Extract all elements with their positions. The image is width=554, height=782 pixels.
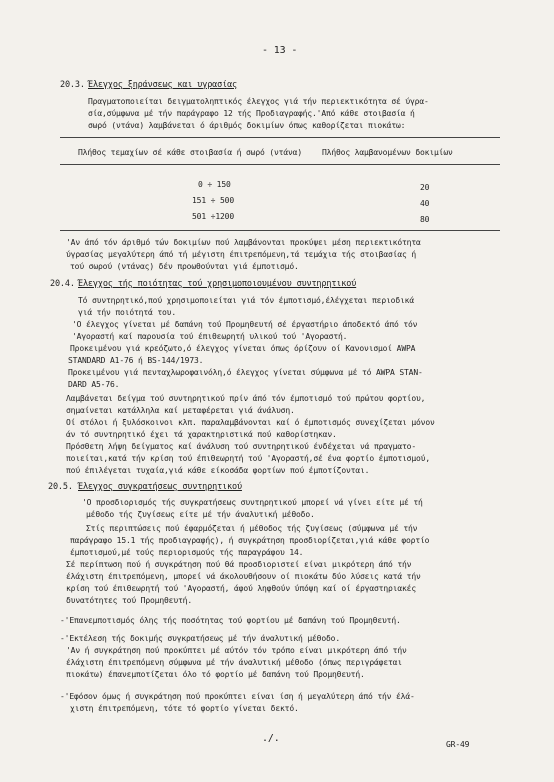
section-20-5-line: μέθοδο τής ζυγίσεως είτε μέ τήν άναλυτική μέθοδο.	[86, 510, 315, 519]
section-20-3-line: σία,σύμφωνα μέ τήν παράγραφο 12 τής Προδιαγραφής.'Από κάθε στοιβασία ή	[88, 109, 415, 118]
section-20-5-line: παράγραφο 15.1 τής προδιαγραφής), ή συγκράτηση προσδιορίζεται,γιά κάθε φορτίο	[70, 536, 430, 545]
section-20-4-line: πού έπιλέγεται τυχαία,γιά κάθε είκοσάδα φορτίων πού έμποτίζονται.	[66, 466, 370, 475]
section-20-4-line: Προκειμένου γιά πενταχλωροφαινόλη,ό έλεγχος γίνεται σύμφωνα μέ τό AWPA STAN-	[68, 368, 423, 377]
section-20-4-line: Οί στόλοι ή ξυλόσκοινοι κλπ. παραλαμβάνονται καί ό έμποτισμός συνεχίζεται μόνον	[66, 418, 435, 427]
section-20-4-line: σημαίνεται κατάλληλα καί μεταφέρεται γιά άνάλυση.	[66, 406, 295, 415]
section-20-4-line: Λαμβάνεται δείγμα τού συντηρητικού πρίν άπό τόν έμποτισμό τού πρώτου φορτίου,	[66, 394, 426, 403]
table-row-samples: 40	[420, 199, 430, 208]
table-header-col2: Πλήθος λαμβανομένων δοκιμίων	[322, 148, 453, 157]
section-20-5-line: Σέ περίπτωση πού ή συγκράτηση πού θά προσδιοριστεί είναι μικρότερη άπό τήν	[66, 560, 412, 569]
section-20-5-line: 'Αν ή συγκράτηση πού προκύπτει μέ αύτόν τόν τρόπο είναι μικρότερη άπό τήν	[66, 646, 407, 655]
section-20-3-number: 20.3.	[60, 80, 85, 90]
note-20-3-line: τού σωρού (ντάνας) δέν προωθούνται γιά έμποτισμό.	[70, 262, 299, 271]
section-20-5-line: Στίς περιπτώσεις πού έφαρμόζεται ή μέθοδος τής ζυγίσεως (σύμφωνα μέ τήν	[86, 524, 418, 533]
table-row-range: 501 ÷1200	[192, 212, 234, 221]
page-number: - 13 -	[262, 45, 298, 56]
section-20-5-line: δυνατότητες τού Προμηθευτή.	[66, 596, 192, 605]
section-20-4-line: ποιείται,κατά τήν κρίση τού έπιθεωρητή τού 'Αγοραστή,σέ ένα φορτίο έμποτισμού,	[66, 454, 430, 463]
section-20-4-line: 'Ο έλεγχος γίνεται μέ δαπάνη τού Προμηθευτή σέ έργαστήριο άποδεκτό άπό τόν	[72, 320, 418, 329]
section-20-4-line: γιά τήν ποιότητά του.	[78, 308, 176, 317]
section-20-5-final: -'Εφόσον όμως ή συγκράτηση πού προκύπτει είναι ίση ή μεγαλύτερη άπό τήν έλά-	[60, 692, 415, 701]
note-20-3-line: 'Αν άπό τόν άριθμό τών δοκιμίων πού λαμβάνονται προκύψει μέση περιεκτικότητα	[66, 238, 421, 247]
table-top-rule	[60, 137, 500, 138]
section-20-5-line: έλάχιστη έπιτρεπόμενη σύμφωνα μέ τήν άναλυτική μέθοδο (όπως περιγράφεται	[66, 658, 402, 667]
section-20-3-line: σωρό (ντάνα) λαμβάνεται ό άριθμός δοκιμίων όπως καθορίζεται πιοκάτω:	[88, 121, 406, 130]
table-header-col1: Πλήθος τεμαχίων σέ κάθε στοιβασία ή σωρό (ντάνα)	[78, 148, 302, 157]
footer-code: GR-49	[446, 740, 470, 749]
section-20-5-item: -'Εκτέλεση τής δοκιμής συγκρατήσεως μέ τήν άναλυτική μέθοδο.	[60, 634, 340, 643]
section-20-4-line: DARD A5-76.	[68, 380, 120, 389]
section-20-3-title: Έλεγχος ξηράνσεως και υγρασίας	[88, 80, 238, 90]
section-20-5-line: πιοκάτω) έπανεμποτίζεται όλο τό φορτίο μέ δαπάνη τού Προμηθευτή.	[66, 670, 365, 679]
section-20-5-item: -'Επανεμποτισμός όλης τής ποσότητας τού φορτίου μέ δαπάνη τού Προμηθευτή.	[60, 616, 401, 625]
section-20-5-line: έλάχιστη έπιτρεπόμενη, μπορεί νά άκολουθήσουν οί πιοκάτω δύο λύσεις κατά τήν	[66, 572, 421, 581]
section-20-4-line: 'Αγοραστή καί παρουσία τού έπιθεωρητή υλικού τού 'Αγοραστή.	[72, 332, 348, 341]
end-mark: ./.	[262, 733, 280, 744]
table-row-samples: 20	[420, 183, 430, 192]
section-20-4-line: STANDARD A1-76 ή BS-144/1973.	[68, 356, 204, 365]
section-20-4-line: Πρόσθετη λήψη δείγματος καί άνάλυση τού συντηρητικού ένδέχεται νά πραγματο-	[66, 442, 416, 451]
section-20-5-line: 'Ο προσδιορισμός τής συγκρατήσεως συντηρητικού μπορεί νά γίνει είτε μέ τή	[82, 498, 423, 507]
section-20-3-line: Πραγματοποιείται δειγματοληπτικός έλεγχος γιά τήν περιεκτικότητα σέ ύγρα-	[88, 97, 429, 106]
section-20-5-line: έμποτισμού,μέ τούς περιορισμούς τής παραγράφου 14.	[70, 548, 304, 557]
section-20-4-line: Προκειμένου γιά κρεόζωτο,ό έλεγχος γίνεται όπως όρίζουν οί Κανονισμοί AWPA	[70, 344, 416, 353]
section-20-5-number: 20.5.	[48, 482, 73, 492]
table-row-samples: 80	[420, 215, 430, 224]
table-row-range: 151 ÷ 500	[192, 196, 234, 205]
section-20-4-title: Έλεγχος τής ποιότητας τού χρησιμοποιουμένου συντηρητικού	[78, 279, 357, 289]
note-20-3-line: ύγρασίας μεγαλύτερη άπό τή μέγιστη έπιτρεπόμενη,τά τεμάχια τής στοιβασίας ή	[66, 250, 416, 259]
section-20-5-title: Έλεγχος συγκρατήσεως συντηρητικού	[78, 482, 242, 492]
section-20-5-line: κρίση τού έπιθεωρητή τού 'Αγοραστή, άφού ληφθούν ύπόψη καί οί έργαστηριακές	[66, 584, 416, 593]
table-bottom-rule	[60, 230, 500, 231]
table-row-range: 0 ÷ 150	[198, 180, 231, 189]
section-20-4-line: άν τό συντηρητικό έχει τά χαρακτηριστικά πού καθορίστηκαν.	[66, 430, 337, 439]
section-20-4-line: Τό συντηρητικό,πού χρησιμοποιείται γιά τόν έμποτισμό,έλέγχεται περιοδικά	[78, 296, 414, 305]
section-20-5-final: χιστη έπιτρεπόμενη, τότε τό φορτίο γίνεται δεκτό.	[70, 704, 299, 713]
table-header-rule	[60, 164, 500, 165]
section-20-4-number: 20.4.	[50, 279, 75, 289]
